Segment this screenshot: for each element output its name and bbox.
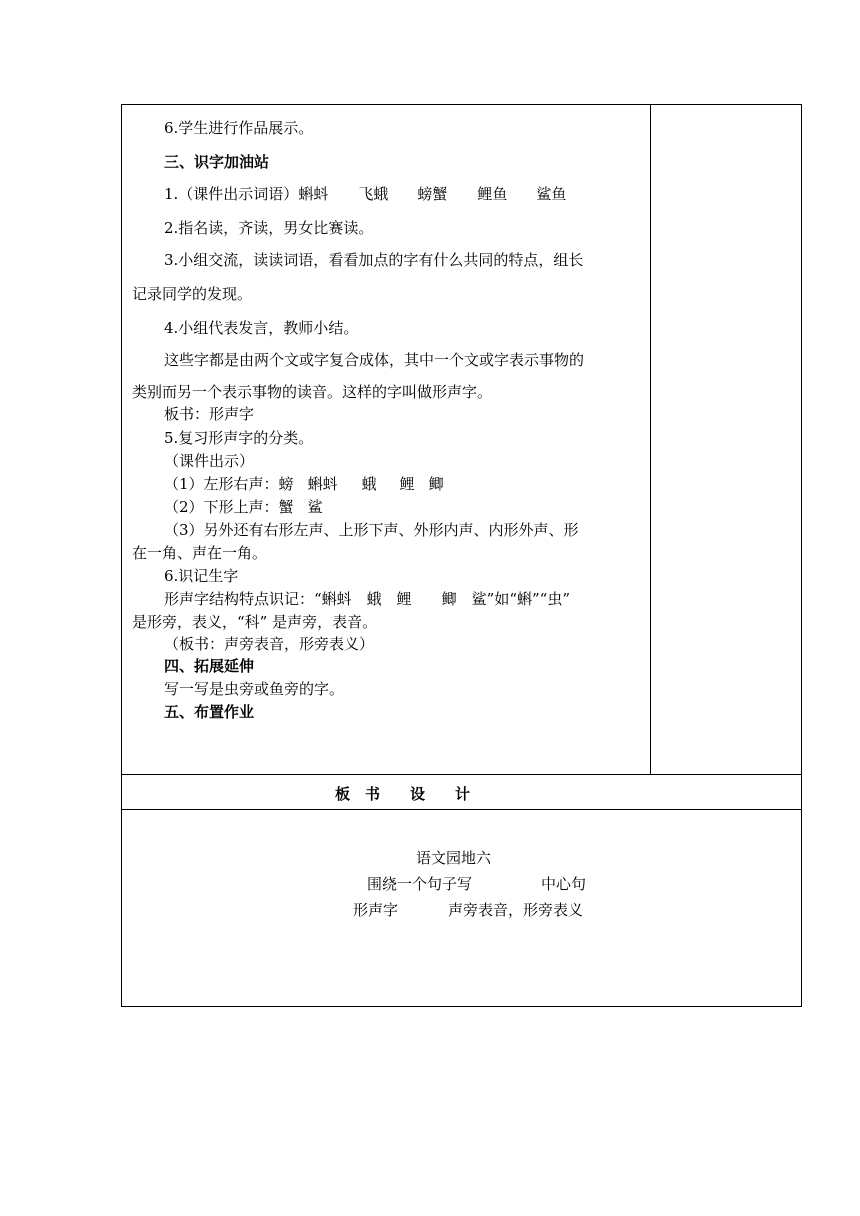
word: 鲤鱼 (477, 185, 508, 203)
example-char: 螃 (278, 475, 294, 493)
section-3-heading: 三、识字加油站 (164, 153, 270, 171)
board-row-1-right: 中心句 (541, 875, 587, 893)
reading-line: 2.指名读，齐读，男女比赛读。 (164, 219, 374, 237)
board-design-header: 板 书 设 计 (335, 785, 471, 803)
board-summary-line: （板书：声旁表音，形旁表义） (164, 635, 375, 653)
board-note-line: 板书：形声字 (164, 405, 255, 423)
word: 螃蟹 (417, 185, 448, 203)
word-list-line (164, 184, 566, 204)
word-list-prefix: 1.（课件出示词语） (164, 185, 299, 203)
row-divider-1 (121, 774, 802, 775)
category-prefix: （1）左形右声： (164, 475, 279, 493)
board-row-2-right: 声旁表音，形旁表义 (448, 901, 584, 919)
example-char: 蝌蚪 (307, 475, 338, 493)
board-row-2-left: 形声字 (353, 901, 399, 919)
group-report-line: 4.小组代表发言，教师小结。 (164, 319, 359, 337)
column-divider (650, 104, 651, 775)
extension-line: 写一写是虫旁或鱼旁的字。 (164, 680, 345, 698)
example-char: 鲨 (307, 498, 323, 516)
board-row-1-left: 围绕一个句子写 (367, 875, 473, 893)
section-5-heading: 五、布置作业 (164, 703, 255, 721)
other-types-line-cont: 在一角、声在一角。 (132, 544, 268, 562)
memorize-line-cont: 是形旁，表义，“科” 是声旁，表音。 (132, 613, 378, 631)
category-prefix: （2）下形上声： (164, 498, 279, 516)
board-title: 语文园地六 (416, 849, 492, 867)
group-discuss-line-cont: 记录同学的发现。 (132, 285, 253, 303)
bottom-form-top-sound-line (164, 497, 323, 517)
example-char: 鲫 (428, 475, 444, 493)
left-form-right-sound-line (164, 474, 444, 494)
word: 蝌蚪 (298, 185, 329, 203)
summary-line: 这些字都是由两个文或字复合成体，其中一个文或字表示事物的 (164, 351, 585, 369)
word: 飞蛾 (358, 185, 389, 203)
example-char: 蟹 (278, 498, 294, 516)
memorize-heading: 6.识记生字 (164, 567, 239, 585)
other-types-line: （3）另外还有右形左声、上形下声、外形内声、内形外声、形 (164, 521, 579, 539)
summary-line-cont: 类别而另一个表示事物的读音。这样的字叫做形声字。 (132, 383, 493, 401)
row-divider-2 (121, 809, 802, 810)
step-6-line: 6.学生进行作品展示。 (164, 119, 314, 137)
example-char: 蛾 (361, 475, 377, 493)
review-line: 5.复习形声字的分类。 (164, 429, 314, 447)
example-char: 鲤 (399, 475, 415, 493)
group-discuss-line: 3.小组交流，读读词语，看看加点的字有什么共同的特点，组长 (164, 251, 584, 269)
memorize-line: 形声字结构特点识记：“蝌蚪 蛾 鲤 鲫 鲨”如“蝌”“虫” (164, 590, 571, 608)
section-4-heading: 四、拓展延伸 (164, 657, 255, 675)
courseware-line: （课件出示） (164, 452, 255, 470)
word: 鲨鱼 (536, 185, 567, 203)
